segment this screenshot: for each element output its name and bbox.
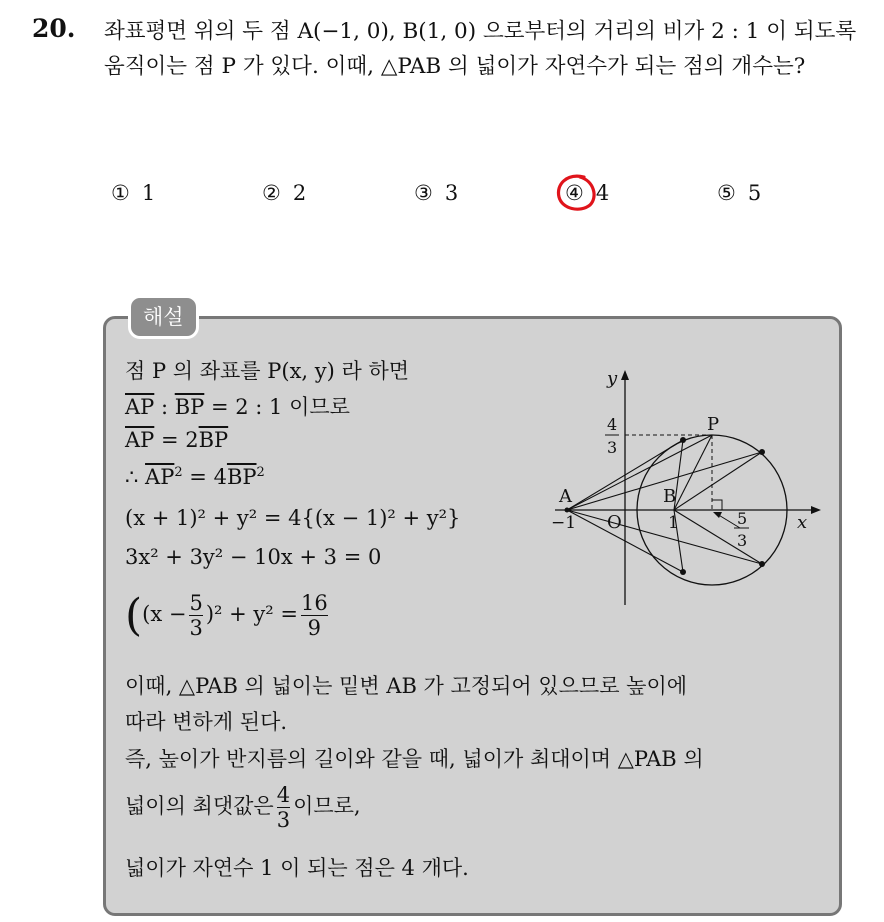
x-axis-label: x <box>797 512 808 533</box>
x-tick-neg1: −1 <box>551 513 577 533</box>
solution-line-7: ((x − $\frac{5}{3}$ )² + y² = $\frac{16}{9}$ <box>125 590 328 641</box>
y-tick-numerator: 4 <box>607 415 618 434</box>
text: : <box>154 395 175 419</box>
text: (x − <box>142 602 187 626</box>
text: )² + y² = <box>205 602 298 626</box>
center-denominator: 3 <box>737 531 748 550</box>
text: = 2 <box>154 428 199 452</box>
segment-ap: $\overline{AP}$ <box>145 465 175 489</box>
text: = 4 <box>182 465 227 489</box>
choice-value: 3 <box>444 181 459 205</box>
solution-line-3 <box>125 428 228 452</box>
fraction: $\frac{5}{3}$ <box>189 591 203 640</box>
center-numerator: 5 <box>737 509 748 528</box>
segment-ap: $\overline{AP}$ <box>125 428 155 452</box>
solution-line-6: 3x² + 3y² − 10x + 3 = 0 <box>125 545 382 569</box>
text: = 2 : 1 이므로 <box>204 395 350 419</box>
choice-3[interactable] <box>414 181 458 205</box>
solution-para-1: 이때, △PAB 의 넓이는 밑변 AB 가 고정되어 있으므로 높이에 <box>125 674 688 698</box>
solution-para-3: 즉, 높이가 반지름의 길이와 같을 때, 넓이가 최대이며 △PAB 의 <box>125 747 704 771</box>
y-tick-denominator: 3 <box>607 438 618 457</box>
point-dot <box>759 561 765 567</box>
point-dot <box>680 437 686 443</box>
choice-mark: ④ <box>565 181 584 205</box>
segment-bp: $\overline{BP}$ <box>174 395 205 419</box>
solution-para-5: 넓이가 자연수 1 이 되는 점은 4 개다. <box>125 856 469 880</box>
choice-mark: ② <box>262 181 281 205</box>
therefore: ∴ <box>125 465 146 489</box>
fraction: $\frac{4}{3}$ <box>276 783 291 832</box>
x-tick-1: 1 <box>668 513 679 533</box>
choice-5[interactable] <box>717 181 761 205</box>
choice-value: 4 <box>595 181 610 205</box>
y-axis-label: y <box>607 368 618 389</box>
solution-line-1: 점 P 의 좌표를 P(x, y) 라 하면 <box>125 359 410 383</box>
exponent: 2 <box>256 465 265 480</box>
segment-bp: $\overline{BP}$ <box>226 465 257 489</box>
origin-label: O <box>607 512 622 533</box>
solution-para-4 <box>125 783 361 832</box>
segment-bp: $\overline{BP}$ <box>198 428 229 452</box>
solution-tag: 해설 <box>128 295 199 339</box>
text: 넓이의 최댓값은 <box>125 794 274 818</box>
solution-para-2: 따라 변하게 된다. <box>125 710 288 734</box>
text: 이므로, <box>293 794 361 818</box>
question-text: 좌표평면 위의 두 점 A(−1, 0), B(1, 0) 으로부터의 거리의 비가 2 : 1 이 되도록 움직이는 점 P 가 있다. 이때, △PAB 의 넓이가 자연수가 되는 점의 개수는? <box>104 19 857 79</box>
choice-mark: ① <box>111 181 130 205</box>
y-axis-arrow-icon <box>621 370 629 380</box>
exponent: 2 <box>174 465 183 480</box>
answer-circle-icon <box>554 171 598 215</box>
choice-value: 1 <box>141 181 156 205</box>
choice-1[interactable] <box>111 181 155 205</box>
solution-line-5: (x + 1)² + y² = 4{(x − 1)² + y²} <box>125 506 461 530</box>
choice-mark: ⑤ <box>717 181 736 205</box>
point-dot <box>680 569 686 575</box>
center-arrow-icon <box>713 512 722 518</box>
fraction: $\frac{16}{9}$ <box>300 591 328 640</box>
point-b-label: B <box>663 486 677 507</box>
x-axis-arrow-icon <box>811 506 821 514</box>
point-a-label: A <box>559 486 572 507</box>
choice-value: 2 <box>292 181 307 205</box>
choice-value: 5 <box>747 181 762 205</box>
choice-2[interactable] <box>262 181 306 205</box>
solution-line-2 <box>125 391 350 421</box>
choice-mark: ③ <box>414 181 433 205</box>
right-angle-mark <box>712 500 722 510</box>
question-number: 20. <box>32 14 76 43</box>
point-dot <box>759 449 765 455</box>
solution-line-4 <box>125 465 265 489</box>
circle-graph <box>545 360 825 610</box>
point-p-label: P <box>707 414 720 435</box>
point-a-dot <box>565 508 570 513</box>
segment-ap: $\overline{AP}$ <box>125 395 155 419</box>
